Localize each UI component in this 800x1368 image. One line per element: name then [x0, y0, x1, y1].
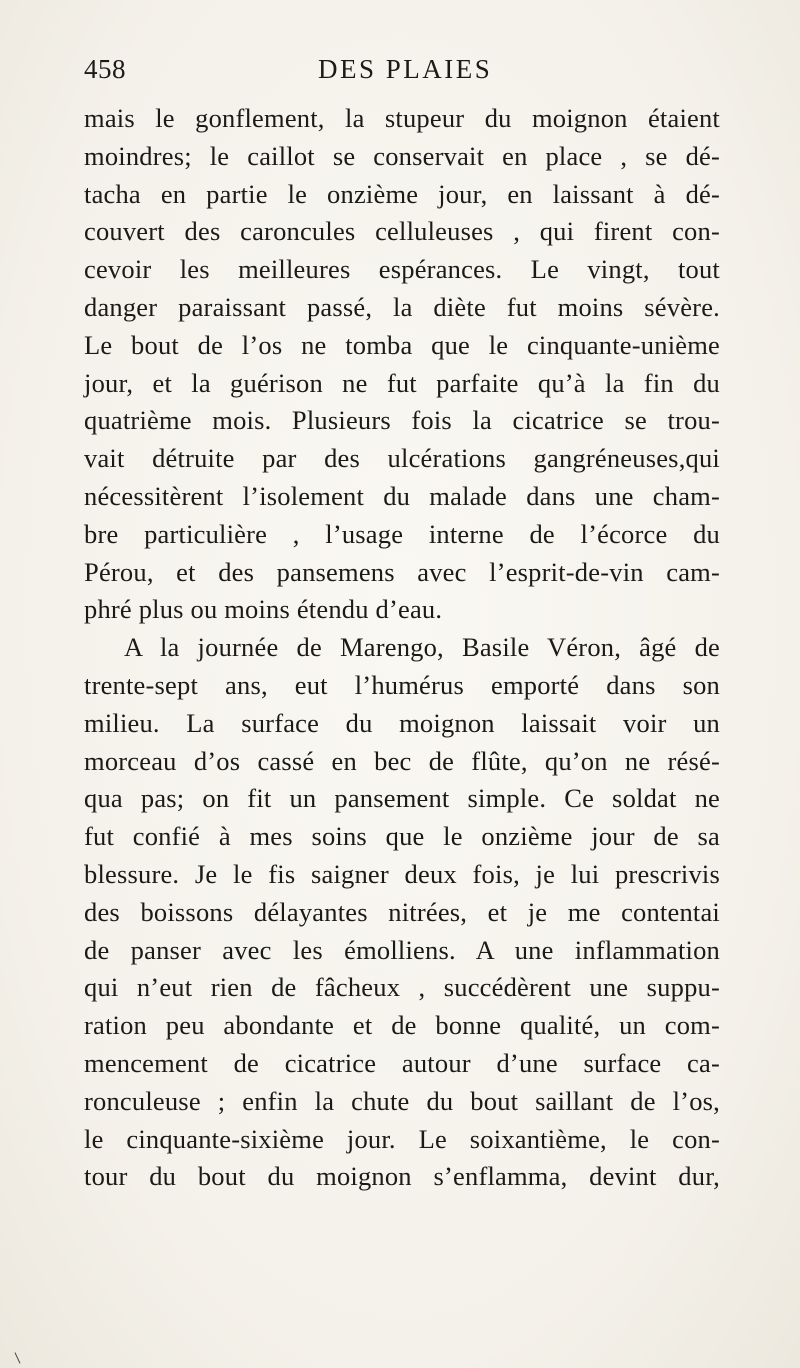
page-number: 458 — [84, 54, 126, 84]
paragraph-1 — [84, 100, 720, 629]
text-line: des boissons délayantes nitrées, et je me contentai — [84, 896, 720, 927]
text-line: quatrième mois. Plusieurs fois la cicatrice se trou- — [84, 405, 720, 436]
text-line: ronculeuse ; enfin la chute du bout saillant de l’os, — [84, 1085, 720, 1116]
text-line: le cinquante-sixième jour. Le soixantième, le con- — [84, 1123, 720, 1154]
text-line: qua pas; on fit un pansement simple. Ce soldat ne — [84, 783, 720, 814]
text-line: jour, et la guérison ne fut parfaite qu’à la fin du — [84, 367, 720, 398]
text-line: moindres; le caillot se conservait en place , se dé- — [84, 140, 720, 171]
text-line: ration peu abondante et de bonne qualité, un com- — [84, 1010, 720, 1041]
body-text — [84, 100, 720, 1196]
text-line: mais le gonflement, la stupeur du moignon étaient — [84, 103, 720, 133]
paragraph-2 — [84, 629, 720, 1196]
text-line: blessure. Je le fis saigner deux fois, je lui prescrivis — [84, 858, 720, 889]
text-line: phré plus ou moins étendu d’eau. — [84, 594, 443, 625]
text-line: vait détruite par des ulcérations gangréneuses,qui — [84, 443, 720, 474]
text-line: morceau d’os cassé en bec de flûte, qu’on ne résé- — [84, 745, 720, 776]
text-line: Pérou, et des pansemens avec l’esprit-de-vin cam- — [84, 556, 720, 587]
text-line: A la journée de Marengo, Basile Véron, âgé de — [124, 632, 720, 663]
text-line: cevoir les meilleures espérances. Le vingt, tout — [84, 254, 720, 285]
text-line: trente-sept ans, eut l’humérus emporté dans son — [84, 669, 720, 700]
text-line: danger paraissant passé, la diète fut moins sévère. — [84, 291, 720, 322]
text-line: tacha en partie le onzième jour, en laissant à dé- — [84, 178, 720, 209]
running-title: DES PLAIES — [318, 54, 493, 84]
text-line: bre particulière , l’usage interne de l’écorce du — [84, 518, 720, 549]
text-line: nécessitèrent l’isolement du malade dans une cham- — [84, 480, 720, 511]
text-line: de panser avec les émolliens. A une inflammation — [84, 934, 720, 965]
text-line: couvert des caroncules celluleuses , qui firent con- — [84, 216, 720, 247]
text-line: mencement de cicatrice autour d’une surface ca- — [84, 1047, 720, 1078]
text-line: qui n’eut rien de fâcheux , succédèrent une suppu- — [84, 972, 720, 1003]
text-line: fut confié à mes soins que le onzième jour de sa — [84, 821, 720, 852]
text-line: Le bout de l’os ne tomba que le cinquante-unième — [84, 329, 720, 360]
text-line: milieu. La surface du moignon laissait voir un — [84, 707, 720, 738]
text-line: tour du bout du moignon s’enflamma, devint dur, — [84, 1161, 720, 1192]
page-header — [0, 52, 800, 92]
printer-mark — [15, 1352, 21, 1363]
